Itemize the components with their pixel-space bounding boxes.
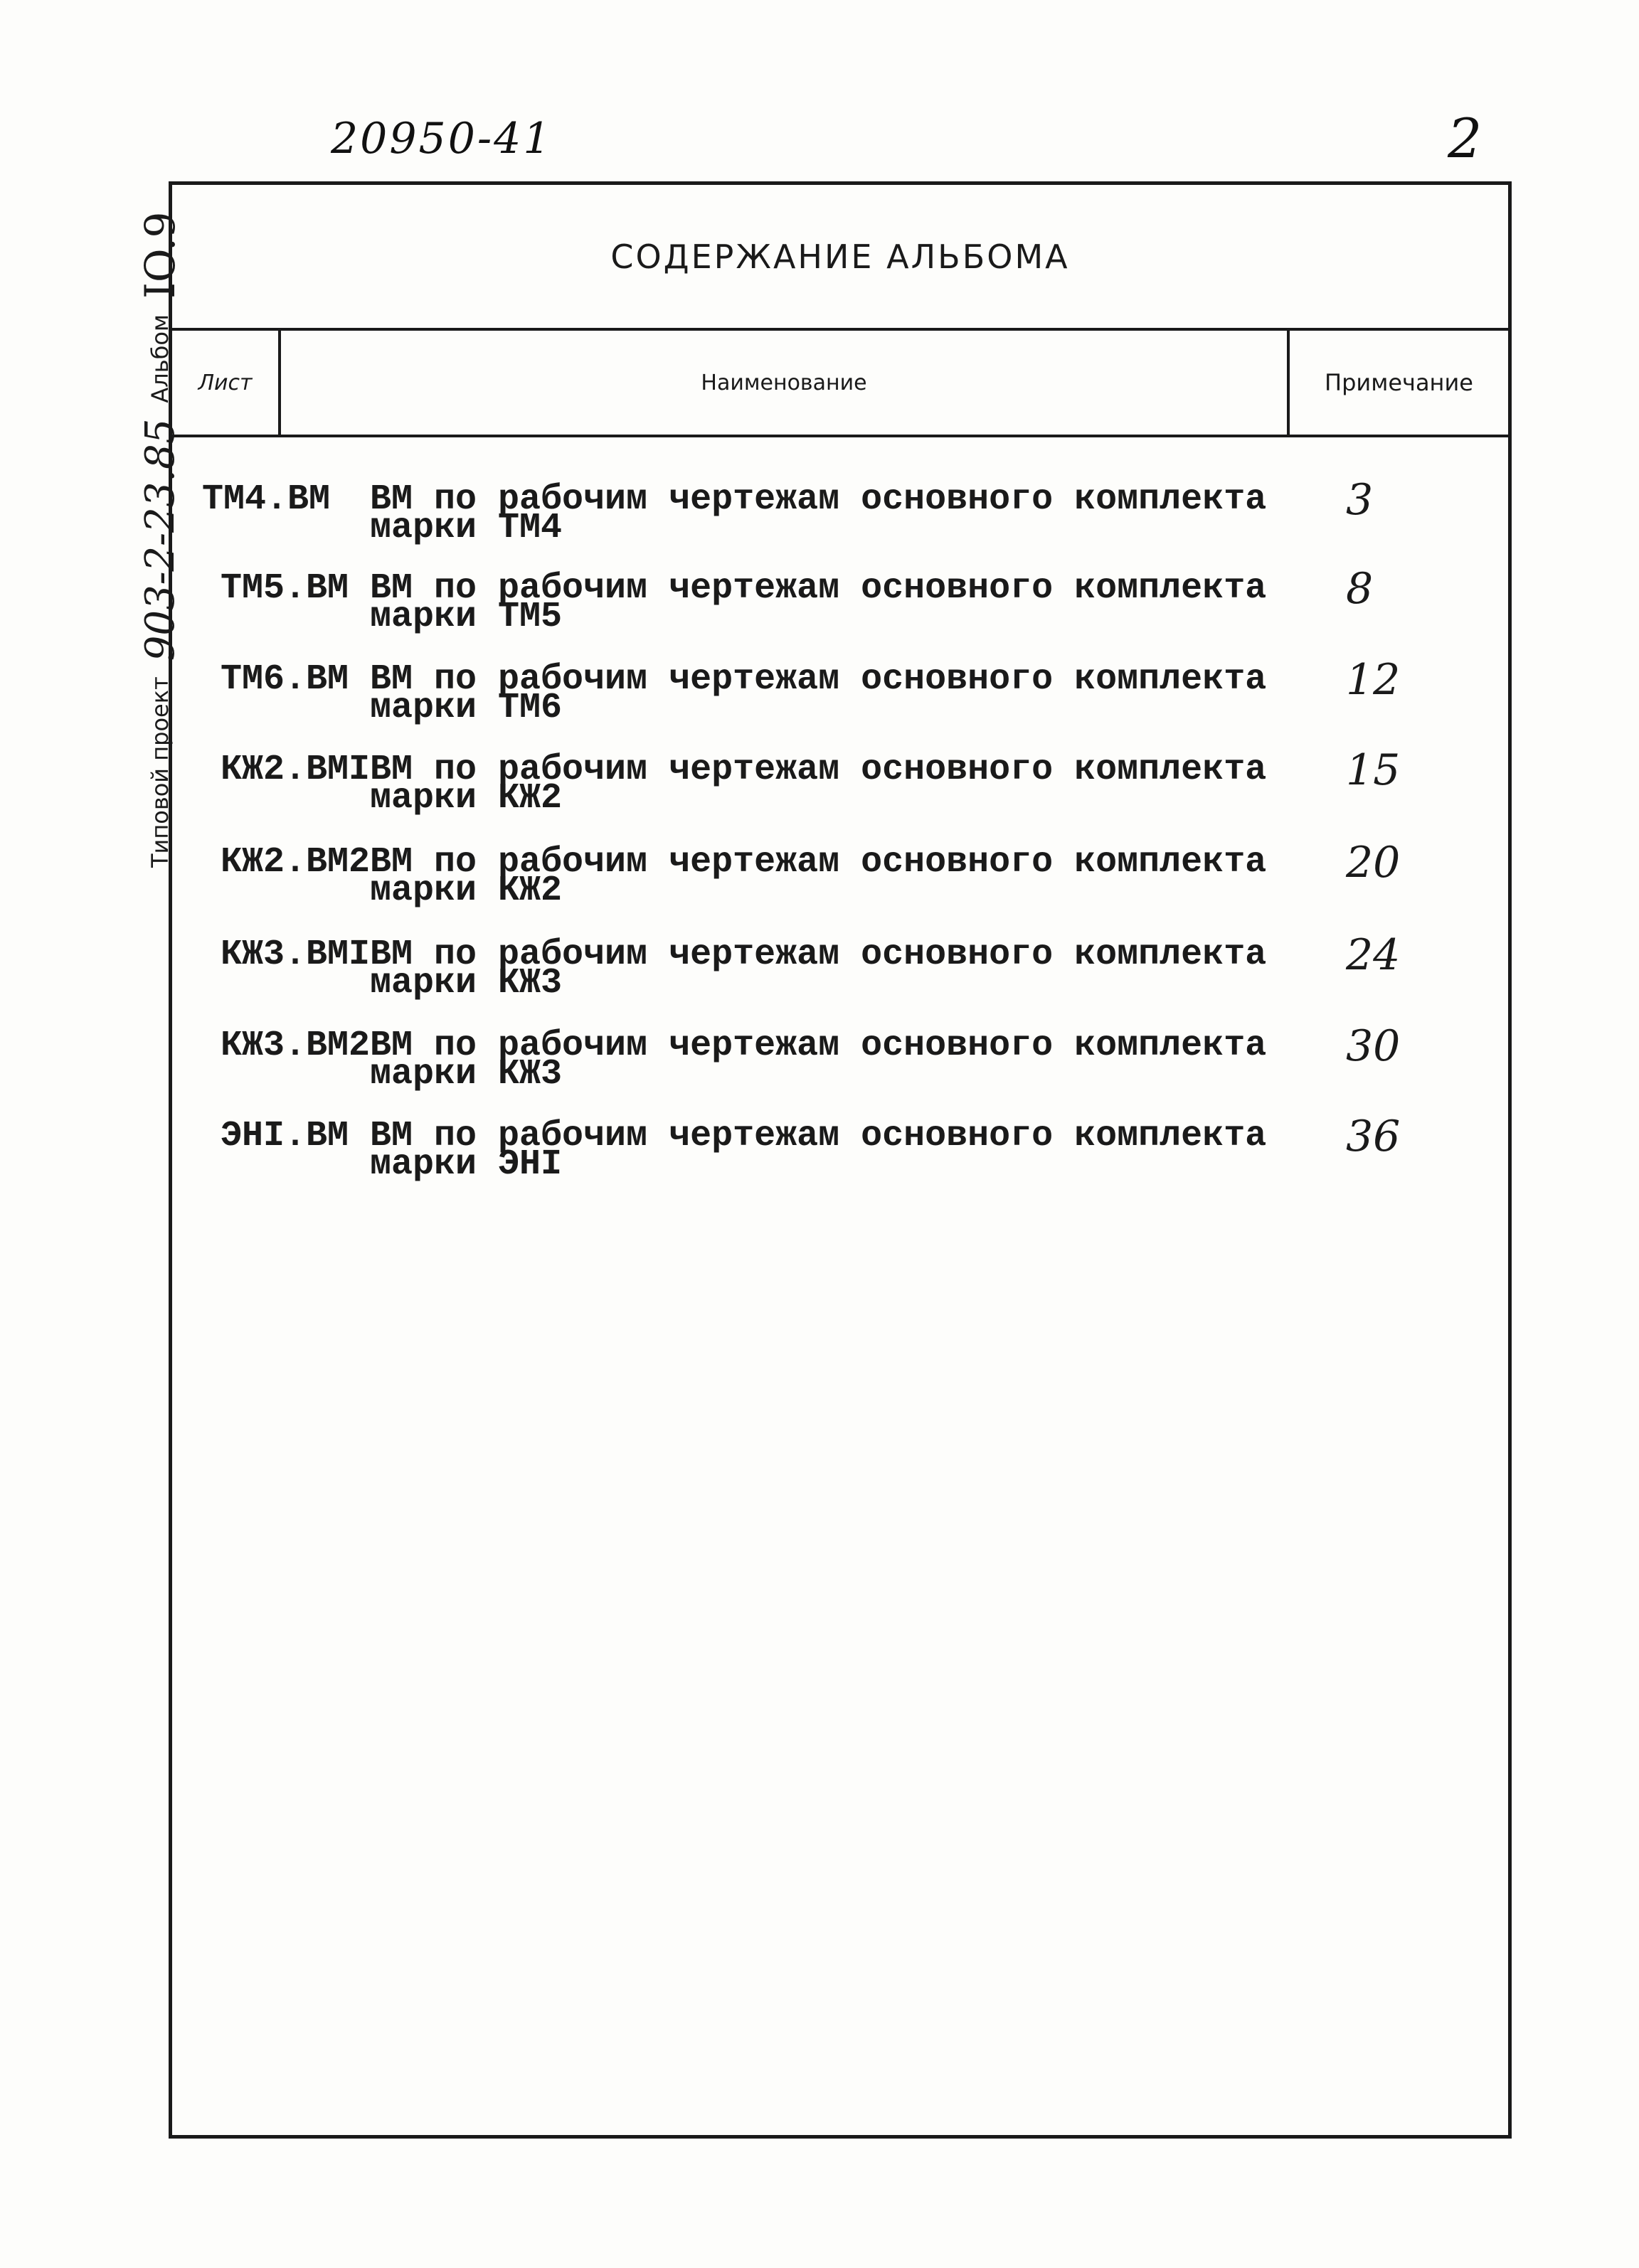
item-mark: марки КЖ2 bbox=[370, 871, 563, 911]
page-reference: 15 bbox=[1346, 745, 1401, 795]
table-row bbox=[172, 1112, 1508, 1213]
table-row bbox=[172, 475, 1508, 576]
page-reference: 30 bbox=[1346, 1021, 1401, 1071]
sheet-code: КЖ3.ВМ2 bbox=[221, 1026, 371, 1066]
sheet-code: ТМ6.ВМ bbox=[221, 659, 349, 700]
item-mark: марки КЖ2 bbox=[370, 778, 563, 819]
table-row bbox=[172, 838, 1508, 939]
sheet-code: ЭНI.ВМ bbox=[221, 1116, 349, 1156]
sheet-code: КЖ2.ВМI bbox=[221, 750, 371, 790]
album-label: Альбом bbox=[147, 314, 174, 403]
table-row bbox=[172, 1021, 1508, 1122]
item-description: ВМ по рабочим чертежам основного комплекта bbox=[370, 1116, 1267, 1156]
column-header-sheet: Лист bbox=[172, 331, 281, 435]
item-description: ВМ по рабочим чертежам основного комплекта bbox=[370, 568, 1267, 609]
item-mark: марки КЖ3 bbox=[370, 963, 563, 1003]
page-reference: 8 bbox=[1346, 564, 1374, 614]
page-reference: 3 bbox=[1346, 475, 1374, 525]
page-reference: 12 bbox=[1346, 655, 1401, 705]
sheet-code: КЖ3.ВМI bbox=[221, 935, 371, 975]
item-description: ВМ по рабочим чертежам основного комплекта bbox=[370, 842, 1267, 883]
document-frame bbox=[169, 181, 1512, 2139]
item-mark: марки ТМ4 bbox=[370, 508, 563, 548]
page-reference: 20 bbox=[1346, 838, 1401, 888]
item-mark: марки ТМ6 bbox=[370, 688, 563, 728]
page-number: 2 bbox=[1448, 107, 1482, 170]
document-number: 20950-41 bbox=[331, 114, 553, 164]
sheet-code: КЖ2.ВМ2 bbox=[221, 842, 371, 883]
sheet-code: ТМ5.ВМ bbox=[221, 568, 349, 609]
typical-project-label: Типовой проект bbox=[147, 676, 174, 868]
item-mark: марки ЭНI bbox=[370, 1144, 563, 1185]
item-mark: марки ТМ5 bbox=[370, 597, 563, 637]
item-description: ВМ по рабочим чертежам основного комплекта bbox=[370, 935, 1267, 975]
project-code: 903-2-23.85 bbox=[137, 418, 184, 661]
sheet-code: ТМ4.ВМ bbox=[202, 479, 331, 520]
item-description: ВМ по рабочим чертежам основного комплекта bbox=[370, 1026, 1267, 1066]
table-row bbox=[172, 745, 1508, 846]
table-header bbox=[172, 331, 1508, 437]
item-mark: марки КЖ3 bbox=[370, 1054, 563, 1095]
table-row bbox=[172, 930, 1508, 1031]
table-row bbox=[172, 655, 1508, 756]
album-number: IO.9 bbox=[136, 211, 184, 299]
item-description: ВМ по рабочим чертежам основного комплекта bbox=[370, 750, 1267, 790]
item-description: ВМ по рабочим чертежам основного комплекта bbox=[370, 479, 1267, 520]
album-contents-title: СОДЕРЖАНИЕ АЛЬБОМА bbox=[172, 185, 1508, 331]
table-row bbox=[172, 564, 1508, 665]
column-header-note: Примечание bbox=[1325, 369, 1473, 396]
page-reference: 36 bbox=[1346, 1112, 1401, 1161]
item-description: ВМ по рабочим чертежам основного комплекта bbox=[370, 659, 1267, 700]
page-reference: 24 bbox=[1346, 930, 1401, 980]
column-header-name: Наименование bbox=[281, 331, 1290, 435]
